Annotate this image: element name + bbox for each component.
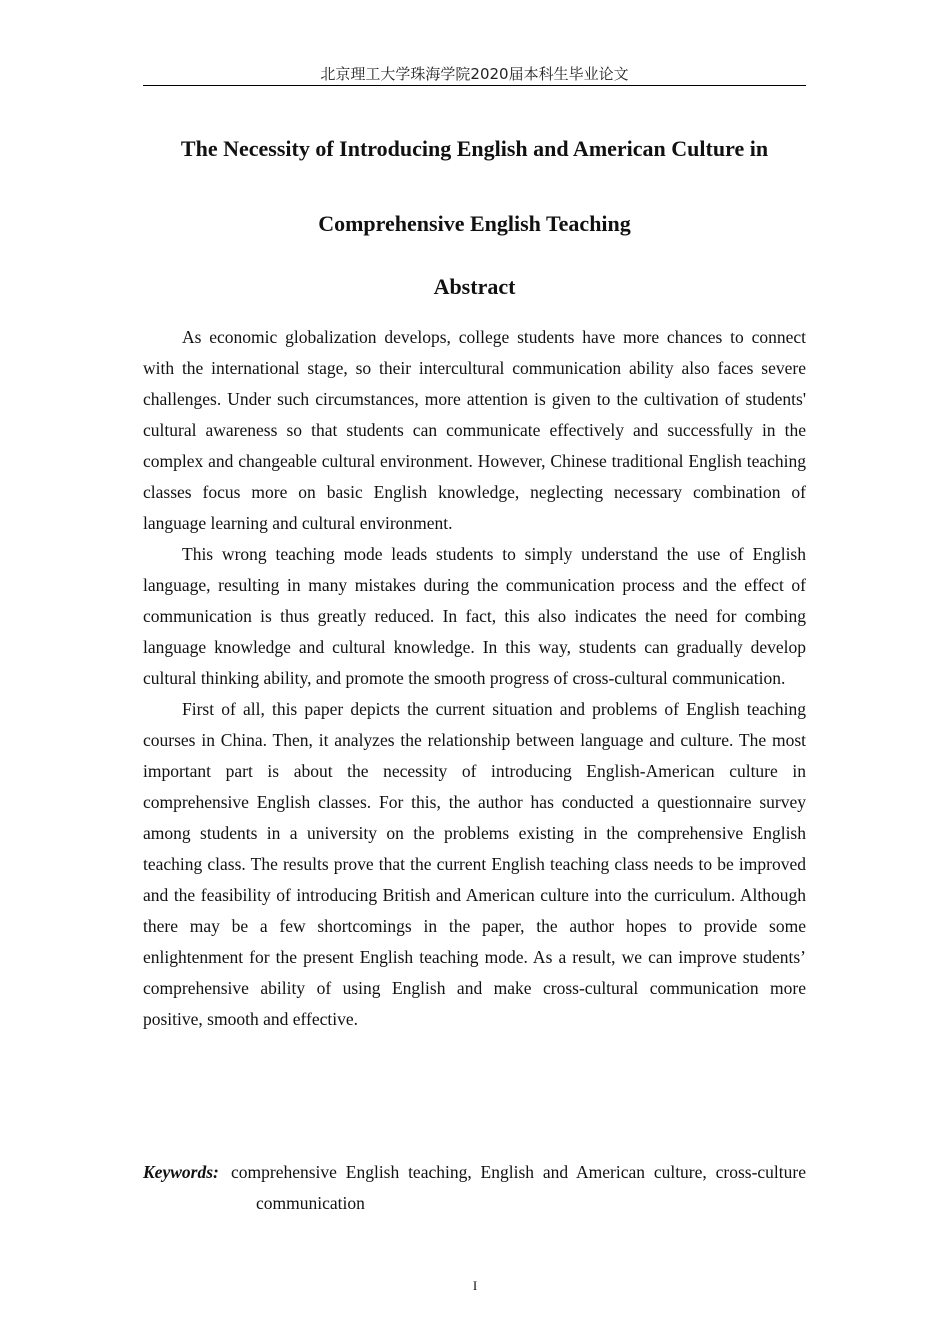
keywords-block — [143, 1157, 806, 1219]
keywords-text: comprehensive English teaching, English and American culture, cross-culture communication — [231, 1162, 806, 1213]
abstract-heading: Abstract — [433, 274, 516, 299]
paper-title-line-2: Comprehensive English Teaching — [318, 211, 631, 236]
paper-title-line-1: The Necessity of Introducing English and American Culture in — [180, 136, 769, 161]
abstract-body — [143, 322, 806, 1035]
abstract-paragraph-2: This wrong teaching mode leads students to simply understand the use of English language, resulting in many mistakes during the communication process and the effect of communication is thus greatly reduced. In fact, this also indicates the need for combing language knowledge and cultural knowledge. In this way, students can gradually develop cultural thinking ability, and promote the smooth progress of cross-cultural communication. — [143, 544, 806, 688]
header-rule — [143, 85, 806, 86]
abstract-paragraph-1: As economic globalization develops, college students have more chances to connect with the international stage, so their intercultural communication ability also faces severe challenges. Under such circumstances, more attention is given to the cultivation of students' cultural awareness so that students can communicate effectively and successfully in the complex and changeable cultural environment. However, Chinese traditional English teaching classes focus more on basic English knowledge, neglecting necessary combination of language learning and cultural environment. — [143, 327, 806, 533]
page-number: I — [472, 1278, 478, 1293]
abstract-paragraph-3: First of all, this paper depicts the current situation and problems of English teaching courses in China. Then, it analyzes the relationship between language and culture. The most important part is about the necessity of introducing English-American culture in comprehensive English classes. For this, the author has conducted a questionnaire survey among students in a university on the problems existing in the comprehensive English teaching class. The results prove that the current English teaching class needs to be improved and the feasibility of introducing British and American culture into the curriculum. Although there may be a few shortcomings in the paper, the author hopes to provide some enlightenment for the present English teaching mode. As a result, we can improve students’ comprehensive ability of using English and make cross-cultural communication more positive, smooth and effective. — [143, 699, 806, 1029]
page-header: 北京理工大学珠海学院2020届本科生毕业论文 — [320, 65, 629, 83]
keywords-label: Keywords: — [143, 1162, 219, 1182]
